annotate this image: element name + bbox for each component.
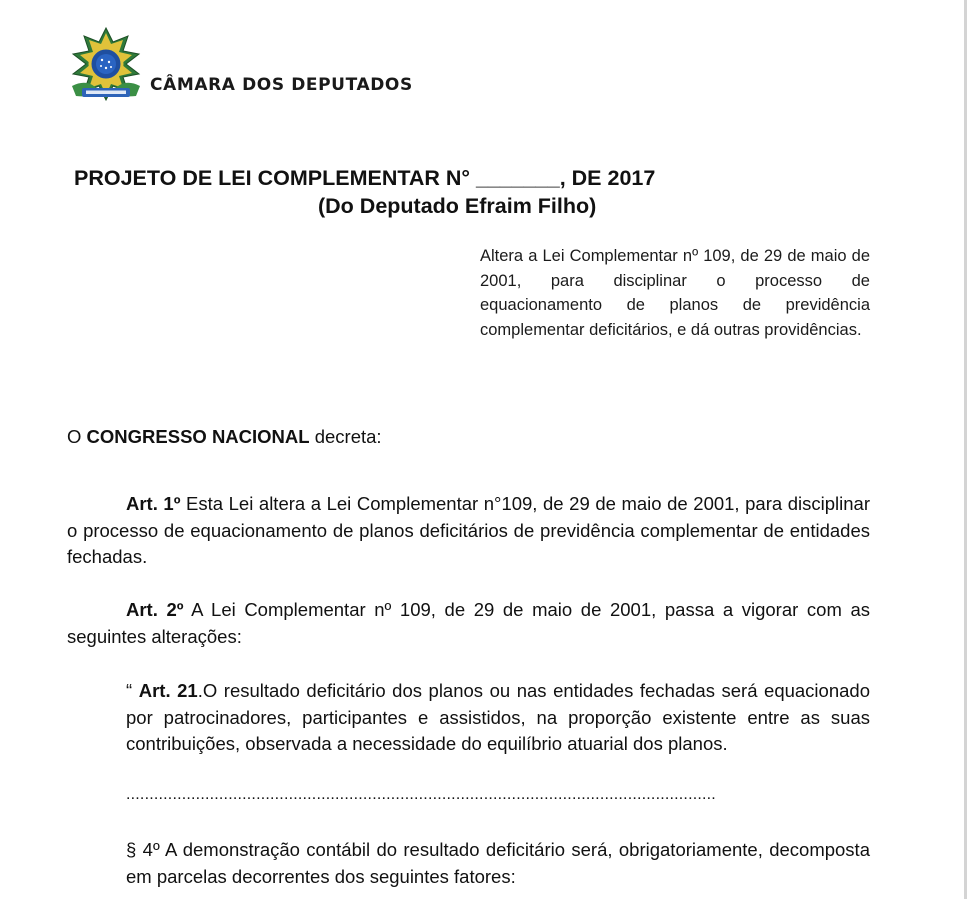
document-header [68, 26, 488, 106]
article-2 [67, 597, 870, 650]
article-1-text: Esta Lei altera a Lei Complementar n°109, de 29 de maio de 2001, para disciplinar o processo de equacionamento de planos deficitários de previdência complementar de entidades fechadas. [67, 493, 870, 567]
brazil-coat-of-arms-icon [68, 26, 144, 102]
quoted-article-21 [126, 678, 870, 758]
bill-author: (Do Deputado Efraim Filho) [318, 194, 597, 218]
decree-suffix: decreta: [309, 426, 382, 447]
article-21-label: Art. 21 [138, 680, 198, 701]
bill-title: PROJETO DE LEI COMPLEMENTAR N° _______, DE 2017 [74, 166, 656, 190]
decree-prefix: O [67, 426, 87, 447]
article-21-text: .O resultado deficitário dos planos ou nas entidades fechadas será equacionado por patrocinadores, participantes e assistidos, na proporção existente entre as suas contribuições, observada a necessidade do equilíbrio atuarial dos planos. [126, 680, 870, 754]
ellipsis-line: ............................................................................................................................... [126, 786, 716, 803]
article-1 [67, 491, 870, 571]
open-quote: “ [126, 680, 139, 701]
paragraph-4: § 4º A demonstração contábil do resultado deficitário será, obrigatoriamente, decomposta em parcelas decorrentes dos seguintes fatores: [126, 839, 870, 887]
ementa: Altera a Lei Complementar nº 109, de 29 de maio de 2001, para disciplinar o processo de equacionamento de planos de previdência complementar deficitários, e dá outras providências. [480, 247, 870, 339]
chamber-name: CÂMARA DOS DEPUTADOS [150, 75, 413, 95]
decree-line [67, 424, 870, 451]
congress-name: CONGRESSO NACIONAL [86, 426, 310, 447]
article-2-text: A Lei Complementar nº 109, de 29 de maio de 2001, passa a vigorar com as seguintes alterações: [67, 599, 870, 647]
article-2-label: Art. 2º [126, 599, 184, 620]
article-1-label: Art. 1º [126, 493, 181, 514]
